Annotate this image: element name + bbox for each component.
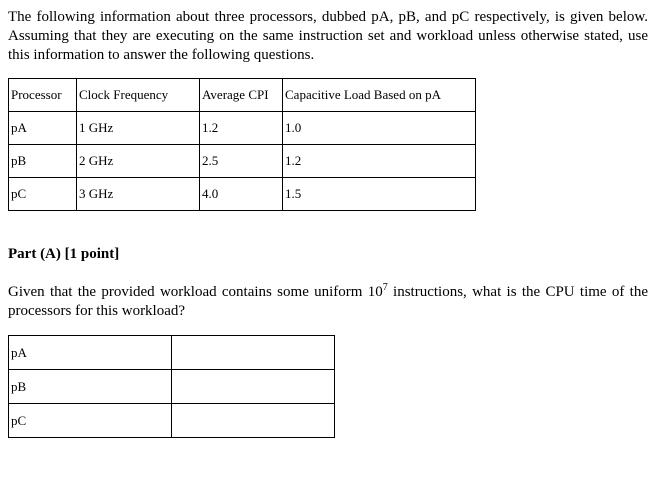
answer-label: pB bbox=[9, 370, 172, 404]
header-average-cpi: Average CPI bbox=[200, 79, 283, 112]
table-row bbox=[9, 112, 476, 145]
header-capacitive-load: Capacitive Load Based on pA bbox=[283, 79, 476, 112]
cell-processor: pB bbox=[9, 145, 77, 178]
question-text-end: instructions, what is the CPU time of the processors for this workload? bbox=[8, 284, 648, 319]
cell-capacitive-load: 1.5 bbox=[283, 178, 476, 211]
cell-clock-frequency: 3 GHz bbox=[77, 178, 200, 211]
cell-average-cpi: 4.0 bbox=[200, 178, 283, 211]
cell-average-cpi: 2.5 bbox=[200, 145, 283, 178]
cell-clock-frequency: 1 GHz bbox=[77, 112, 200, 145]
cell-processor: pA bbox=[9, 112, 77, 145]
answer-row bbox=[9, 404, 335, 438]
header-processor: Processor bbox=[9, 79, 77, 112]
cell-processor: pC bbox=[9, 178, 77, 211]
table-row bbox=[9, 145, 476, 178]
answer-cell[interactable] bbox=[172, 404, 335, 438]
answer-cell[interactable] bbox=[172, 370, 335, 404]
answer-cell[interactable] bbox=[172, 336, 335, 370]
cell-capacitive-load: 1.2 bbox=[283, 145, 476, 178]
cell-capacitive-load: 1.0 bbox=[283, 112, 476, 145]
answer-label: pC bbox=[9, 404, 172, 438]
answer-row bbox=[9, 370, 335, 404]
answer-label: pA bbox=[9, 336, 172, 370]
answer-row bbox=[9, 336, 335, 370]
processor-table bbox=[8, 78, 476, 211]
cell-average-cpi: 1.2 bbox=[200, 112, 283, 145]
table-row bbox=[9, 178, 476, 211]
question-exponent: 7 bbox=[382, 282, 388, 293]
cell-clock-frequency: 2 GHz bbox=[77, 145, 200, 178]
processor-table-header-row bbox=[9, 79, 476, 112]
part-a-heading: Part (A) [1 point] bbox=[8, 246, 120, 262]
header-clock-frequency: Clock Frequency bbox=[77, 79, 200, 112]
question-text-start: Given that the provided workload contains some uniform 10 bbox=[8, 284, 383, 300]
part-a-question bbox=[8, 283, 648, 321]
intro-paragraph: The following information about three processors, dubbed pA, pB, and pC respectively, is given below. Assuming that they are executing on the same instruction set and workload unless otherwise stated, use this information to answer the following questions. bbox=[8, 9, 648, 63]
answer-table bbox=[8, 335, 335, 438]
